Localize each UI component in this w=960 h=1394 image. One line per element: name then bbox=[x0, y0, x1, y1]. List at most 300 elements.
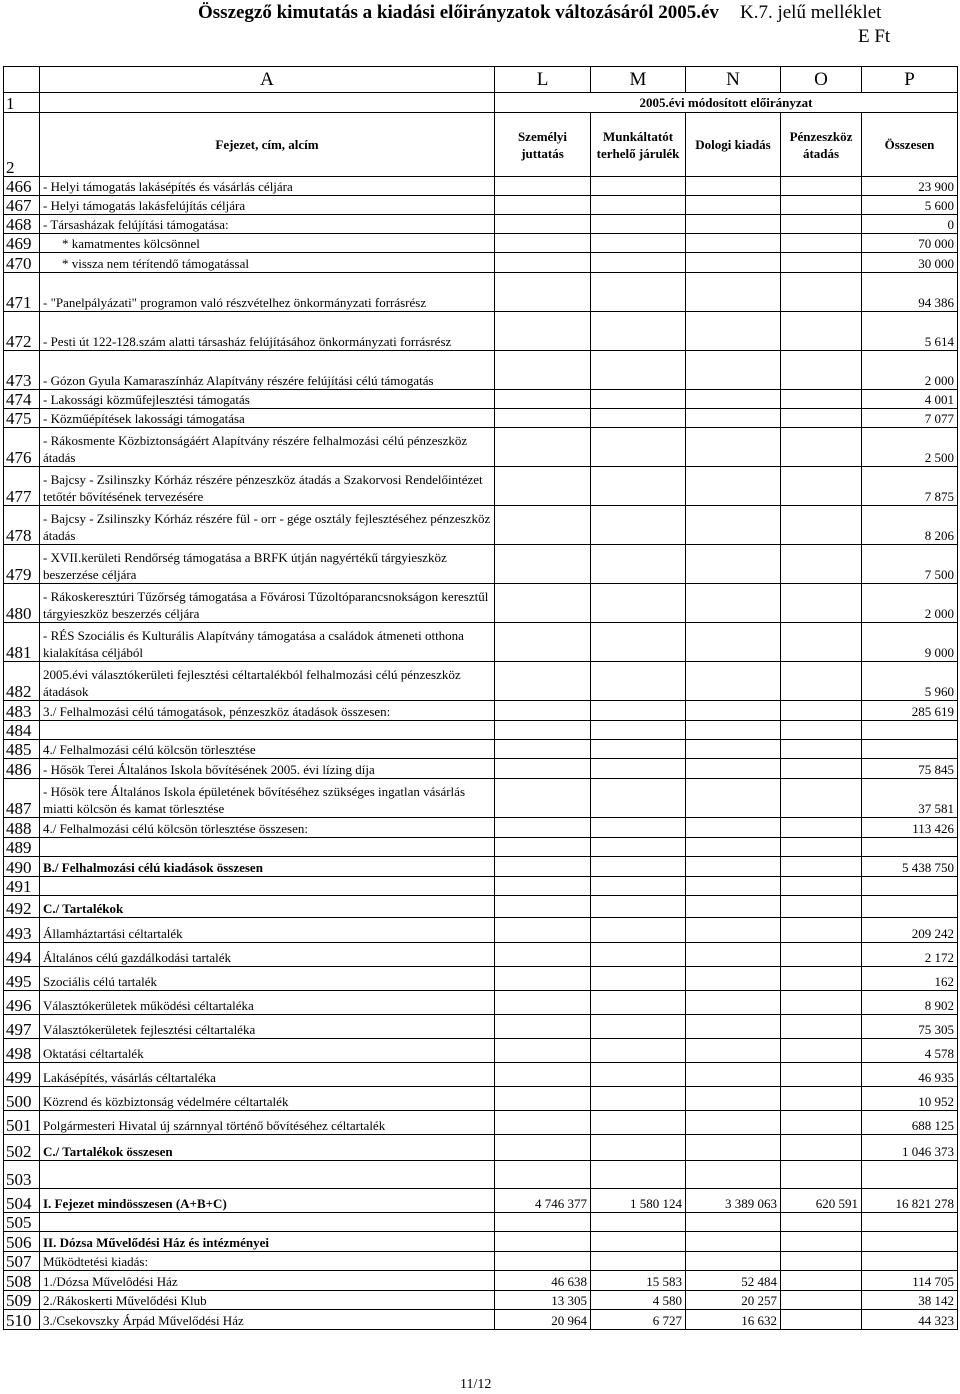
header-personal: Személyi juttatás bbox=[495, 113, 591, 177]
cell-material bbox=[686, 506, 781, 545]
cell-material bbox=[686, 991, 781, 1015]
cell-total: 2 500 bbox=[862, 428, 958, 467]
cell-contributions bbox=[591, 273, 686, 312]
cell-personal bbox=[495, 506, 591, 545]
cell-transfer bbox=[781, 196, 862, 215]
cell-material bbox=[686, 215, 781, 234]
cell-total: 8 206 bbox=[862, 506, 958, 545]
cell-transfer bbox=[781, 759, 862, 779]
cell-contributions bbox=[591, 818, 686, 838]
cell-total: 46 935 bbox=[862, 1063, 958, 1087]
row-number: 472 bbox=[4, 312, 40, 351]
cell-transfer bbox=[781, 428, 862, 467]
table-row bbox=[4, 943, 958, 967]
cell-material bbox=[686, 1063, 781, 1087]
cell-transfer bbox=[781, 1039, 862, 1063]
table-row bbox=[4, 838, 958, 857]
cell-contributions bbox=[591, 1232, 686, 1252]
cell-material bbox=[686, 759, 781, 779]
row-number: 508 bbox=[4, 1271, 40, 1291]
cell-transfer bbox=[781, 1063, 862, 1087]
cell-material bbox=[686, 253, 781, 273]
cell-total: 209 242 bbox=[862, 918, 958, 943]
cell-material bbox=[686, 545, 781, 584]
row-description: Polgármesteri Hivatal új szárnnyal történő bővítéséhez céltartalék bbox=[40, 1111, 495, 1135]
cell-contributions bbox=[591, 390, 686, 409]
table-row bbox=[4, 857, 958, 877]
cell-personal bbox=[495, 234, 591, 253]
row-description: - Társasházak felújítási támogatása: bbox=[40, 215, 495, 234]
table-row bbox=[4, 967, 958, 991]
cell-transfer bbox=[781, 740, 862, 759]
cell-total: 7 500 bbox=[862, 545, 958, 584]
cell-transfer bbox=[781, 545, 862, 584]
row-number: 501 bbox=[4, 1111, 40, 1135]
cell-contributions bbox=[591, 409, 686, 428]
cell-material bbox=[686, 409, 781, 428]
document-title: Összegző kimutatás a kiadási előirányzatok változásáról 2005.év bbox=[198, 2, 719, 23]
cell-personal: 46 638 bbox=[495, 1271, 591, 1291]
cell-contributions: 6 727 bbox=[591, 1310, 686, 1330]
row-description: - Hősök tere Általános Iskola épületének bővítéséhez szükséges ingatlan vásárlás miatti kölcsön és kamat törlesztése bbox=[40, 779, 495, 818]
row-number: 499 bbox=[4, 1063, 40, 1087]
cell-material bbox=[686, 838, 781, 857]
row-description bbox=[40, 1213, 495, 1232]
cell-transfer bbox=[781, 857, 862, 877]
row-description: Lakásépítés, vásárlás céltartaléka bbox=[40, 1063, 495, 1087]
row-number: 506 bbox=[4, 1232, 40, 1252]
row-number: 485 bbox=[4, 740, 40, 759]
row-description: - Rákoskeresztúri Tűzőrség támogatása a Fővárosi Tűzoltóparancsnokságon keresztűl tárgyieszköz beszerzés céljára bbox=[40, 584, 495, 623]
cell-transfer bbox=[781, 721, 862, 740]
row-number: 476 bbox=[4, 428, 40, 467]
row-number: 500 bbox=[4, 1087, 40, 1111]
cell-contributions bbox=[591, 351, 686, 390]
cell-personal bbox=[495, 701, 591, 721]
table-row bbox=[4, 1135, 958, 1161]
col-letter-o: O bbox=[781, 67, 862, 93]
cell-contributions: 1 580 124 bbox=[591, 1189, 686, 1213]
cell-transfer bbox=[781, 943, 862, 967]
table-row bbox=[4, 759, 958, 779]
modified-appropriation-header: 2005.évi módosított előirányzat bbox=[495, 93, 958, 113]
table-row bbox=[4, 177, 958, 196]
header-row-1 bbox=[4, 93, 958, 113]
cell-total bbox=[862, 896, 958, 918]
col-letter-l: L bbox=[495, 67, 591, 93]
cell-material: 3 389 063 bbox=[686, 1189, 781, 1213]
cell-total: 30 000 bbox=[862, 253, 958, 273]
cell-total: 2 000 bbox=[862, 351, 958, 390]
row-number: 471 bbox=[4, 273, 40, 312]
cell-contributions bbox=[591, 467, 686, 506]
table-row bbox=[4, 409, 958, 428]
cell-material bbox=[686, 740, 781, 759]
table-row bbox=[4, 253, 958, 273]
row-number: 496 bbox=[4, 991, 40, 1015]
row-number: 469 bbox=[4, 234, 40, 253]
cell-material bbox=[686, 967, 781, 991]
row-description: 1./Dózsa Művelôdési Ház bbox=[40, 1271, 495, 1291]
cell-personal bbox=[495, 877, 591, 896]
table-row bbox=[4, 467, 958, 506]
cell-transfer bbox=[781, 312, 862, 351]
row-number: 497 bbox=[4, 1015, 40, 1039]
cell-total: 75 845 bbox=[862, 759, 958, 779]
row-description: 4./ Felhalmozási célú kölcsön törlesztése bbox=[40, 740, 495, 759]
cell-transfer bbox=[781, 1015, 862, 1039]
table-row bbox=[4, 1087, 958, 1111]
cell-transfer bbox=[781, 967, 862, 991]
cell-material bbox=[686, 1213, 781, 1232]
row-description: - Bajcsy - Zsilinszky Kórház részére fül - orr - gége osztály fejlesztéséhez pénzeszköz átadás bbox=[40, 506, 495, 545]
cell-contributions bbox=[591, 721, 686, 740]
cell-material bbox=[686, 1161, 781, 1189]
cell-personal bbox=[495, 351, 591, 390]
row-number: 503 bbox=[4, 1161, 40, 1189]
table-row bbox=[4, 584, 958, 623]
cell-contributions bbox=[591, 1111, 686, 1135]
row-description: - Hősök Terei Általános Iskola bővítésének 2005. évi lízing díja bbox=[40, 759, 495, 779]
cell-transfer bbox=[781, 1271, 862, 1291]
row-number: 510 bbox=[4, 1310, 40, 1330]
row-number: 470 bbox=[4, 253, 40, 273]
cell-transfer bbox=[781, 1291, 862, 1310]
cell-material: 16 632 bbox=[686, 1310, 781, 1330]
cell-total: 16 821 278 bbox=[862, 1189, 958, 1213]
table-row bbox=[4, 721, 958, 740]
table-row bbox=[4, 1111, 958, 1135]
table-row bbox=[4, 877, 958, 896]
cell-contributions bbox=[591, 253, 686, 273]
cell-contributions bbox=[591, 1087, 686, 1111]
cell-contributions bbox=[591, 506, 686, 545]
cell-material bbox=[686, 1135, 781, 1161]
cell-personal bbox=[495, 967, 591, 991]
table-row bbox=[4, 779, 958, 818]
row-number: 505 bbox=[4, 1213, 40, 1232]
cell-contributions bbox=[591, 662, 686, 701]
cell-material bbox=[686, 857, 781, 877]
row-description: - Rákosmente Közbiztonságáért Alapítvány részére felhalmozási célú pénzeszköz átadás bbox=[40, 428, 495, 467]
table-row bbox=[4, 918, 958, 943]
cell-total: 4 001 bbox=[862, 390, 958, 409]
row-number: 466 bbox=[4, 177, 40, 196]
col-letter-a: A bbox=[40, 67, 495, 93]
cell-transfer bbox=[781, 1111, 862, 1135]
table-row bbox=[4, 1063, 958, 1087]
table-row bbox=[4, 506, 958, 545]
row-description: - RÉS Szociális és Kulturális Alapítvány támogatása a családok átmeneti otthona kialakítása céljából bbox=[40, 623, 495, 662]
row-number: 484 bbox=[4, 721, 40, 740]
cell-total bbox=[862, 1232, 958, 1252]
cell-transfer bbox=[781, 1135, 862, 1161]
table-row bbox=[4, 351, 958, 390]
cell-material bbox=[686, 584, 781, 623]
cell-total bbox=[862, 1213, 958, 1232]
table-row bbox=[4, 390, 958, 409]
cell-contributions bbox=[591, 177, 686, 196]
col-letter-m: M bbox=[591, 67, 686, 93]
cell-material: 52 484 bbox=[686, 1271, 781, 1291]
cell-personal bbox=[495, 1087, 591, 1111]
cell-transfer bbox=[781, 877, 862, 896]
cell-transfer bbox=[781, 584, 862, 623]
cell-total: 7 077 bbox=[862, 409, 958, 428]
cell-total: 70 000 bbox=[862, 234, 958, 253]
row-number: 489 bbox=[4, 838, 40, 857]
table-row bbox=[4, 215, 958, 234]
cell-material bbox=[686, 351, 781, 390]
table-row bbox=[4, 1252, 958, 1271]
cell-transfer bbox=[781, 662, 862, 701]
cell-total bbox=[862, 1252, 958, 1271]
cell-contributions bbox=[591, 838, 686, 857]
row-number: 507 bbox=[4, 1252, 40, 1271]
cell-total bbox=[862, 877, 958, 896]
cell-personal bbox=[495, 1039, 591, 1063]
table-row bbox=[4, 1039, 958, 1063]
header-contributions: Munkáltatót terhelő járulék bbox=[591, 113, 686, 177]
cell-personal bbox=[495, 467, 591, 506]
row-number: 493 bbox=[4, 918, 40, 943]
cell-transfer bbox=[781, 991, 862, 1015]
row-number: 502 bbox=[4, 1135, 40, 1161]
header-description: Fejezet, cím, alcím bbox=[40, 113, 495, 177]
row-number: 483 bbox=[4, 701, 40, 721]
cell-contributions bbox=[591, 779, 686, 818]
row-description: - Bajcsy - Zsilinszky Kórház részére pénzeszköz átadás a Szakorvosi Rendelőintézet tetőtér bővítésének tervezésére bbox=[40, 467, 495, 506]
cell-personal bbox=[495, 759, 591, 779]
cell-material bbox=[686, 896, 781, 918]
header-blank bbox=[40, 93, 495, 113]
cell-transfer bbox=[781, 1161, 862, 1189]
cell-total: 2 172 bbox=[862, 943, 958, 967]
table-row bbox=[4, 312, 958, 351]
cell-transfer bbox=[781, 918, 862, 943]
table-row bbox=[4, 1291, 958, 1310]
table-row bbox=[4, 273, 958, 312]
cell-contributions bbox=[591, 877, 686, 896]
row-description bbox=[40, 721, 495, 740]
cell-total: 113 426 bbox=[862, 818, 958, 838]
table-row bbox=[4, 818, 958, 838]
cell-material bbox=[686, 390, 781, 409]
cell-material bbox=[686, 467, 781, 506]
cell-total: 7 875 bbox=[862, 467, 958, 506]
table-row bbox=[4, 1310, 958, 1330]
cell-personal bbox=[495, 215, 591, 234]
row-description: Oktatási céltartalék bbox=[40, 1039, 495, 1063]
cell-material bbox=[686, 273, 781, 312]
cell-personal bbox=[495, 1135, 591, 1161]
cell-transfer bbox=[781, 838, 862, 857]
cell-contributions bbox=[591, 196, 686, 215]
row-description: Államháztartási céltartalék bbox=[40, 918, 495, 943]
row-description: Közrend és közbiztonság védelmére céltartalék bbox=[40, 1087, 495, 1111]
row-description: 2./Rákoskerti Művelődési Klub bbox=[40, 1291, 495, 1310]
row-number: 487 bbox=[4, 779, 40, 818]
cell-contributions bbox=[591, 759, 686, 779]
cell-material bbox=[686, 1252, 781, 1271]
table-row bbox=[4, 740, 958, 759]
row-description: C./ Tartalékok bbox=[40, 896, 495, 918]
row-description: 3./ Felhalmozási célú támogatások, pénzeszköz átadások összesen: bbox=[40, 701, 495, 721]
row-description: 4./ Felhalmozási célú kölcsön törlesztése összesen: bbox=[40, 818, 495, 838]
row-number: 504 bbox=[4, 1189, 40, 1213]
page-number: 11/12 bbox=[460, 1377, 492, 1392]
table-row bbox=[4, 545, 958, 584]
row-number: 498 bbox=[4, 1039, 40, 1063]
cell-material bbox=[686, 1111, 781, 1135]
cell-material bbox=[686, 177, 781, 196]
cell-personal bbox=[495, 857, 591, 877]
cell-personal bbox=[495, 779, 591, 818]
row-description: - Közműépítések lakossági támogatása bbox=[40, 409, 495, 428]
cell-contributions bbox=[591, 428, 686, 467]
header-transfer: Pénzeszköz átadás bbox=[781, 113, 862, 177]
row-description: Szociális célú tartalék bbox=[40, 967, 495, 991]
cell-contributions bbox=[591, 991, 686, 1015]
row-description: - Pesti út 122-128.szám alatti társasház felújításához önkormányzati forrásrész bbox=[40, 312, 495, 351]
cell-personal bbox=[495, 896, 591, 918]
cell-total: 688 125 bbox=[862, 1111, 958, 1135]
table-row bbox=[4, 701, 958, 721]
row-description: - "Panelpályázati" programon való részvételhez önkormányzati forrásrész bbox=[40, 273, 495, 312]
cell-personal bbox=[495, 1213, 591, 1232]
cell-contributions bbox=[591, 1213, 686, 1232]
cell-material bbox=[686, 312, 781, 351]
row-description: II. Dózsa Művelődési Ház és intézményei bbox=[40, 1232, 495, 1252]
cell-transfer bbox=[781, 1213, 862, 1232]
cell-transfer bbox=[781, 234, 862, 253]
cell-total: 94 386 bbox=[862, 273, 958, 312]
row-description: * kamatmentes kölcsönnel bbox=[40, 234, 495, 253]
cell-total bbox=[862, 740, 958, 759]
cell-personal bbox=[495, 253, 591, 273]
header-row-2 bbox=[4, 113, 958, 177]
cell-total: 5 600 bbox=[862, 196, 958, 215]
cell-total: 44 323 bbox=[862, 1310, 958, 1330]
cell-contributions bbox=[591, 1015, 686, 1039]
row-description bbox=[40, 838, 495, 857]
cell-total bbox=[862, 838, 958, 857]
row-number: 491 bbox=[4, 877, 40, 896]
cell-contributions bbox=[591, 896, 686, 918]
cell-transfer bbox=[781, 818, 862, 838]
annex-label: K.7. jelű melléklet bbox=[740, 2, 882, 23]
cell-personal bbox=[495, 818, 591, 838]
cell-transfer bbox=[781, 215, 862, 234]
row-description: * vissza nem térítendő támogatással bbox=[40, 253, 495, 273]
cell-personal bbox=[495, 991, 591, 1015]
column-letter-row bbox=[4, 67, 958, 93]
cell-total: 9 000 bbox=[862, 623, 958, 662]
cell-total: 5 614 bbox=[862, 312, 958, 351]
table-row bbox=[4, 1213, 958, 1232]
cell-contributions bbox=[591, 584, 686, 623]
cell-personal bbox=[495, 943, 591, 967]
cell-total: 0 bbox=[862, 215, 958, 234]
cell-personal bbox=[495, 1063, 591, 1087]
cell-total: 37 581 bbox=[862, 779, 958, 818]
cell-personal bbox=[495, 1015, 591, 1039]
cell-personal bbox=[495, 721, 591, 740]
cell-personal bbox=[495, 662, 591, 701]
cell-personal: 13 305 bbox=[495, 1291, 591, 1310]
table-row bbox=[4, 1015, 958, 1039]
cell-total: 285 619 bbox=[862, 701, 958, 721]
row-number: 1 bbox=[4, 93, 40, 113]
cell-transfer bbox=[781, 1310, 862, 1330]
row-number: 2 bbox=[4, 113, 40, 177]
row-description: B./ Felhalmozási célú kiadások összesen bbox=[40, 857, 495, 877]
cell-contributions bbox=[591, 701, 686, 721]
cell-transfer bbox=[781, 779, 862, 818]
cell-material bbox=[686, 1039, 781, 1063]
table-row bbox=[4, 1271, 958, 1291]
cell-personal bbox=[495, 584, 591, 623]
row-number: 479 bbox=[4, 545, 40, 584]
cell-total: 1 046 373 bbox=[862, 1135, 958, 1161]
budget-table bbox=[3, 66, 958, 1330]
col-letter-p: P bbox=[862, 67, 958, 93]
cell-contributions bbox=[591, 918, 686, 943]
row-description bbox=[40, 877, 495, 896]
cell-personal bbox=[495, 1252, 591, 1271]
header-total: Összesen bbox=[862, 113, 958, 177]
row-description: - Helyi támogatás lakásépítés és vásárlás céljára bbox=[40, 177, 495, 196]
cell-transfer bbox=[781, 1232, 862, 1252]
cell-material: 20 257 bbox=[686, 1291, 781, 1310]
cell-contributions bbox=[591, 943, 686, 967]
row-number: 492 bbox=[4, 896, 40, 918]
cell-transfer bbox=[781, 390, 862, 409]
row-number: 490 bbox=[4, 857, 40, 877]
table-row bbox=[4, 196, 958, 215]
cell-material bbox=[686, 662, 781, 701]
cell-personal bbox=[495, 1232, 591, 1252]
cell-personal bbox=[495, 623, 591, 662]
cell-transfer bbox=[781, 623, 862, 662]
row-description: 3./Csekovszky Árpád Művelődési Ház bbox=[40, 1310, 495, 1330]
cell-contributions bbox=[591, 545, 686, 584]
row-number: 481 bbox=[4, 623, 40, 662]
cell-personal bbox=[495, 390, 591, 409]
cell-transfer bbox=[781, 253, 862, 273]
cell-personal bbox=[495, 545, 591, 584]
cell-transfer bbox=[781, 506, 862, 545]
cell-material bbox=[686, 943, 781, 967]
cell-contributions bbox=[591, 1063, 686, 1087]
row-description: Működtetési kiadás: bbox=[40, 1252, 495, 1271]
cell-contributions bbox=[591, 1252, 686, 1271]
cell-total: 5 960 bbox=[862, 662, 958, 701]
row-number: 488 bbox=[4, 818, 40, 838]
table-row bbox=[4, 1189, 958, 1213]
cell-contributions bbox=[591, 740, 686, 759]
cell-transfer bbox=[781, 409, 862, 428]
cell-material bbox=[686, 779, 781, 818]
table-row bbox=[4, 623, 958, 662]
row-number: 474 bbox=[4, 390, 40, 409]
cell-total: 10 952 bbox=[862, 1087, 958, 1111]
cell-material bbox=[686, 234, 781, 253]
row-description bbox=[40, 1161, 495, 1189]
unit-label: E Ft bbox=[858, 26, 891, 47]
cell-contributions bbox=[591, 623, 686, 662]
row-description: - XVII.kerületi Rendőrség támogatása a BRFK útján nagyértékű tárgyieszköz beszerzése céljára bbox=[40, 545, 495, 584]
